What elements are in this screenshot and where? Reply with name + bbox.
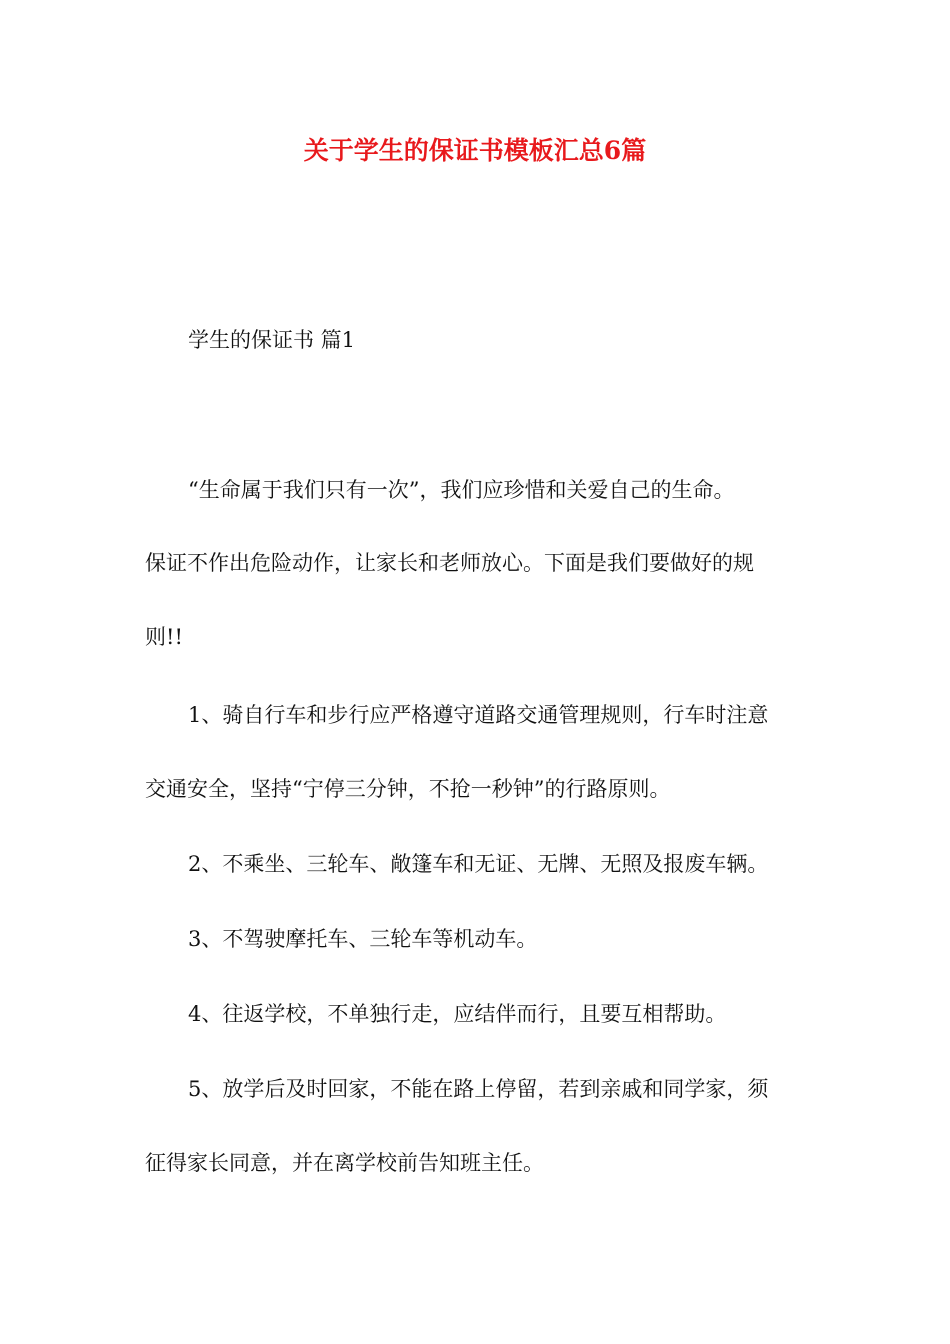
paragraph-line: 保证不作出危险动作，让家长和老师放心。下面是我们要做好的规 [145, 551, 754, 575]
paragraph-line: “生命属于我们只有一次”，我们应珍惜和关爱自己的生命。 [188, 478, 735, 502]
paragraph-line: 交通安全，坚持“宁停三分钟，不抢一秒钟”的行路原则。 [145, 777, 671, 801]
section-heading: 学生的保证书 篇1 [188, 328, 356, 352]
document-title: 关于学生的保证书模板汇总6篇 [303, 136, 647, 165]
paragraph-line: 3、不驾驶摩托车、三轮车等机动车。 [188, 927, 538, 951]
paragraph-line: 2、不乘坐、三轮车、敞篷车和无证、无牌、无照及报废车辆。 [188, 852, 769, 876]
paragraph-line: 4、往返学校，不单独行走，应结伴而行，且要互相帮助。 [188, 1002, 727, 1026]
paragraph-line: 则!! [145, 625, 183, 649]
paragraph-line: 5、放学后及时回家，不能在路上停留，若到亲戚和同学家，须 [188, 1077, 769, 1101]
paragraph-line: 征得家长同意，并在离学校前告知班主任。 [145, 1151, 544, 1175]
paragraph-line: 1、骑自行车和步行应严格遵守道路交通管理规则，行车时注意 [188, 703, 769, 727]
